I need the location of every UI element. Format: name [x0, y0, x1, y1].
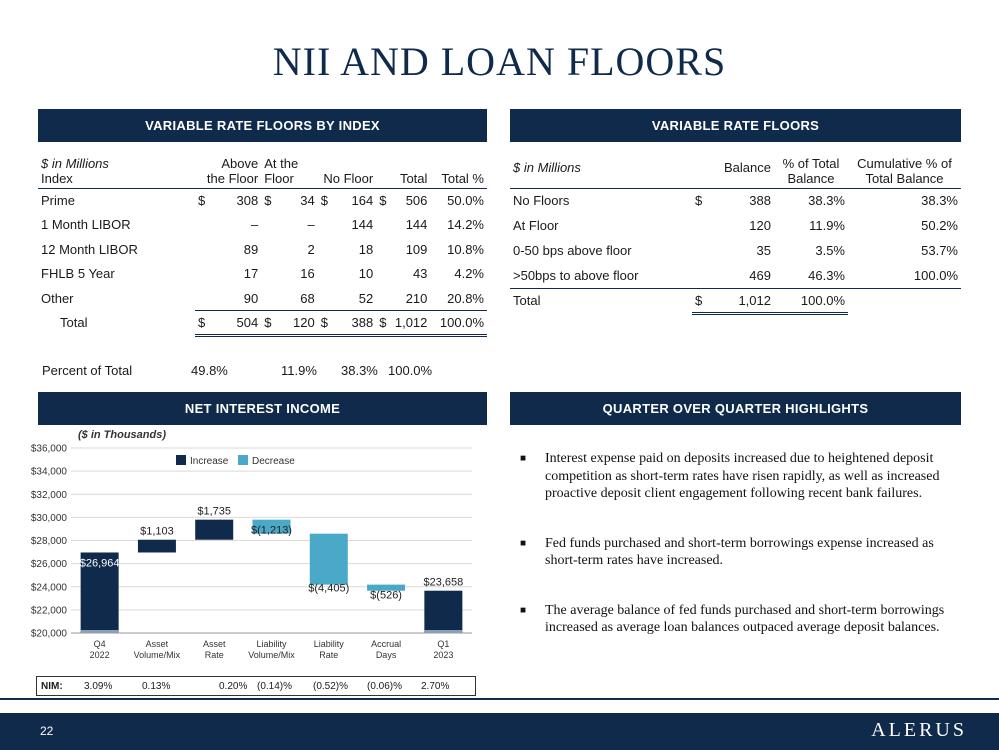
cell-above: 17: [243, 266, 259, 282]
y-tick-label: $30,000: [30, 512, 67, 524]
nim-value: 0.13%: [142, 681, 171, 692]
pct-balance-header: [774, 150, 848, 188]
cell-at-sym: $: [261, 311, 276, 336]
waterfall-bar: [138, 540, 176, 553]
cell-above: 308: [236, 193, 259, 208]
data-label: $23,658: [423, 576, 464, 589]
cell-no: 144: [351, 217, 374, 233]
table-row: [38, 286, 487, 311]
cell-at-sym: $: [264, 193, 272, 208]
cell-no-sym: [318, 262, 334, 287]
y-tick-label: $24,000: [30, 582, 67, 594]
percent-total: 100.0%: [388, 363, 433, 378]
cell-label: >50bps to above floor: [513, 267, 639, 283]
cell-at: 16: [300, 266, 315, 282]
cell-at: 120: [276, 311, 318, 336]
cell-at-sym: [261, 286, 276, 311]
data-label: $1,735: [197, 505, 232, 518]
nim-value: 3.09%: [84, 681, 113, 692]
cell-cum: 50.2%: [921, 218, 958, 233]
table-row: [510, 263, 961, 288]
cell-at: –: [307, 217, 315, 233]
cell-total: 109: [405, 241, 428, 257]
highlight-item: [520, 602, 960, 637]
cell-sym: [692, 238, 708, 263]
table-row: [510, 238, 961, 263]
table-row: [38, 237, 487, 262]
table-row: [510, 213, 961, 238]
cell-no: 388: [333, 311, 376, 336]
cell-above: 90: [243, 290, 259, 306]
cell-cum: 100.0%: [913, 267, 958, 283]
nim-value: (0.52)%: [313, 681, 349, 692]
cell-at: 34: [300, 193, 315, 208]
page-number: 22: [40, 724, 54, 738]
cell-index: Total: [60, 315, 88, 331]
x-tick-label: Accrual: [371, 639, 402, 649]
cell-no-sym: [318, 286, 334, 311]
x-tick-label: Days: [375, 650, 397, 660]
data-label: $(4,405): [308, 582, 350, 595]
cell-balance: 388: [749, 193, 771, 209]
y-tick-label: $20,000: [30, 628, 67, 640]
y-tick-label: $36,000: [30, 443, 67, 455]
cell-index: Other: [41, 290, 74, 306]
percent-of-total-label: Percent of Total: [42, 363, 133, 378]
data-label: $1,103: [140, 525, 174, 538]
cell-pct: 10.8%: [447, 241, 484, 257]
cell-label: No Floors: [513, 193, 570, 209]
above-header-line2: the Floor: [206, 170, 259, 186]
cell-pct: 100.0%: [430, 311, 487, 336]
net-interest-income-banner: NET INTEREST INCOME: [38, 392, 487, 425]
nim-value: (0.14)%: [257, 681, 293, 692]
cum-header-line1: Cumulative % of: [857, 155, 952, 171]
nii-waterfall-chart: [30, 440, 476, 672]
table-row: [38, 213, 487, 238]
cell-above-sym: $: [195, 311, 209, 336]
highlights-list: [520, 450, 960, 669]
table-row: [38, 188, 487, 213]
cell-label: At Floor: [513, 218, 559, 233]
x-tick-label: 2022: [89, 650, 110, 660]
waterfall-bar: [195, 520, 233, 540]
cell-cum: [848, 288, 961, 313]
percent-no: 38.3%: [341, 363, 378, 378]
cell-balance: 1,012: [708, 288, 774, 313]
cell-tot-sym: [376, 237, 390, 262]
slide-title: NII AND LOAN FLOORS: [272, 39, 727, 84]
pct-header-line2: Balance: [787, 170, 835, 186]
cell-index: FHLB 5 Year: [41, 266, 115, 282]
above-floor-header: [195, 150, 261, 188]
cumulative-header: [848, 150, 961, 188]
cell-total: 43: [412, 266, 428, 282]
index-column-header: [38, 150, 195, 188]
legend-label: Decrease: [252, 456, 295, 467]
cell-no-sym: $: [318, 311, 334, 336]
x-tick-label: Liability: [313, 639, 344, 649]
cell-no: 18: [358, 241, 374, 257]
total-header: Total: [376, 150, 430, 188]
waterfall-bar: [424, 591, 462, 633]
cell-cum: 53.7%: [921, 243, 958, 258]
x-tick-label: Liability: [256, 639, 287, 649]
index-header: Index: [41, 170, 73, 186]
highlight-text: Interest expense paid on deposits increased due to heightened deposit competition as short-term rates have risen rapidly, as well as increased proactive deposit client engagement following recent bank failures.: [545, 451, 940, 501]
cell-total: 210: [405, 290, 428, 306]
cell-no: 164: [351, 193, 374, 208]
percent-above: 49.8%: [191, 363, 228, 378]
cell-tot-sym: $: [376, 311, 390, 336]
cell-above-sym: [195, 237, 209, 262]
cell-tot-sym: $: [379, 193, 387, 208]
nim-label: NIM:: [41, 681, 63, 692]
x-tick-label: Q4: [93, 639, 106, 649]
legend-swatch: [238, 455, 248, 465]
x-tick-label: Rate: [204, 650, 224, 660]
x-tick-label: 2023: [433, 650, 454, 660]
units-label: $ in Millions: [41, 155, 109, 171]
cell-pct: 11.9%: [809, 218, 845, 233]
percent-at: 11.9%: [281, 363, 317, 378]
cell-pct: 14.2%: [447, 217, 484, 233]
data-label: $26,964: [79, 557, 120, 570]
cell-pct: 50.0%: [447, 193, 484, 208]
table-header-row: [510, 150, 961, 188]
legend-swatch: [176, 455, 186, 465]
variable-rate-floors-banner: VARIABLE RATE FLOORS: [510, 109, 961, 142]
cell-at-sym: [261, 213, 276, 238]
cell-at: 68: [300, 290, 315, 306]
table-row: [38, 262, 487, 287]
cell-pct: 100.0%: [774, 288, 848, 313]
cell-no-sym: $: [320, 193, 328, 208]
cell-at: 2: [307, 241, 315, 257]
no-floor-header: No Floor: [318, 150, 376, 188]
balance-header: Balance: [692, 150, 774, 188]
cell-no-sym: [318, 213, 334, 238]
cell-sym: $: [692, 288, 708, 313]
x-tick-label: Asset: [202, 639, 226, 649]
cell-balance: 120: [749, 218, 771, 233]
total-row: [510, 288, 961, 313]
bullet-icon: ■: [520, 537, 527, 549]
cell-above-sym: [195, 213, 209, 238]
nim-value: (0.06)%: [367, 681, 403, 692]
table-header-row: [38, 150, 487, 188]
nim-value: 0.20%: [219, 681, 248, 692]
cell-no: 10: [358, 266, 374, 282]
cell-above: –: [250, 217, 259, 233]
cell-above-sym: [195, 262, 209, 287]
cell-tot-sym: [376, 262, 390, 287]
waterfall-bar: [310, 534, 348, 585]
y-tick-label: $28,000: [30, 536, 67, 547]
cell-total: 506: [405, 193, 428, 208]
cell-above: 504: [209, 311, 261, 336]
cell-at-sym: [261, 237, 276, 262]
data-label: $(526): [370, 589, 402, 602]
pct-header-line1: % of Total: [782, 155, 840, 171]
units-label: $ in Millions: [510, 150, 692, 188]
chart-units-label: ($ in Thousands): [78, 429, 166, 441]
cell-cum: 38.3%: [921, 193, 958, 209]
x-tick-label: Rate: [319, 650, 339, 660]
cell-pct: 4.2%: [454, 266, 484, 282]
total-row: [38, 311, 487, 336]
x-tick-label: Volume/Mix: [133, 650, 181, 660]
cell-tot-sym: [376, 213, 390, 238]
variable-rate-floors-table: [510, 150, 961, 315]
footer-rule: [0, 698, 999, 700]
x-tick-label: Q1: [437, 639, 450, 649]
cell-sym: $: [695, 193, 703, 209]
y-tick-label: $32,000: [30, 489, 67, 501]
highlight-item: [520, 450, 960, 503]
cell-label: Total: [510, 288, 692, 313]
cell-no: 52: [358, 290, 374, 306]
x-tick-label: Asset: [145, 639, 169, 649]
cell-total: 144: [405, 217, 428, 233]
cell-no-sym: [318, 237, 334, 262]
nim-value: 2.70%: [421, 681, 450, 692]
cell-index: 1 Month LIBOR: [41, 217, 131, 233]
cell-pct: 3.5%: [815, 243, 845, 258]
data-label: $(1,213): [251, 524, 292, 537]
bar-base: [424, 630, 462, 633]
cell-pct: 46.3%: [808, 267, 845, 283]
cell-total: 1,012: [390, 311, 430, 336]
nim-row: [36, 676, 476, 696]
bullet-icon: ■: [520, 604, 527, 616]
bullet-icon: ■: [520, 453, 527, 464]
cell-above: 89: [243, 241, 259, 257]
cell-balance: 35: [756, 243, 771, 258]
cell-index: 12 Month LIBOR: [41, 241, 138, 257]
cell-above-sym: [195, 286, 209, 311]
cell-sym: [692, 213, 708, 238]
cell-pct: 38.3%: [808, 193, 845, 209]
table-row: [510, 188, 961, 213]
total-pct-header: Total %: [430, 150, 487, 188]
at-header-line2: Floor: [264, 170, 294, 186]
cell-balance: 469: [749, 267, 771, 283]
at-header-line1: At the: [264, 155, 299, 171]
highlight-text: Fed funds purchased and short-term borrowings expense increased as short-term rates have increased.: [545, 535, 934, 568]
cell-at-sym: [261, 262, 276, 287]
y-tick-label: $34,000: [30, 466, 67, 478]
footer-bar: [0, 713, 999, 750]
floors-by-index-table: [38, 150, 487, 337]
y-tick-label: $26,000: [30, 559, 67, 571]
legend-label: Increase: [190, 456, 229, 467]
highlight-item: [520, 535, 960, 570]
above-header-line1: Above: [221, 155, 259, 171]
y-tick-label: $22,000: [30, 605, 67, 617]
cell-tot-sym: [376, 286, 390, 311]
bar-base: [81, 630, 119, 633]
cell-sym: [692, 263, 708, 288]
alerus-logo: ALERUS: [871, 719, 967, 741]
x-tick-label: Volume/Mix: [248, 650, 295, 660]
cell-pct: 20.8%: [447, 290, 484, 306]
floors-by-index-banner: VARIABLE RATE FLOORS BY INDEX: [38, 109, 487, 142]
cell-label: 0-50 bps above floor: [513, 243, 632, 258]
at-floor-header: [261, 150, 318, 188]
highlights-banner: QUARTER OVER QUARTER HIGHLIGHTS: [510, 392, 961, 425]
cell-index: Prime: [41, 193, 75, 208]
cell-above-sym: $: [198, 193, 206, 208]
highlight-text: The average balance of fed funds purchased and short-term borrowings increased as average loan balances outpaced average deposit balances.: [545, 602, 945, 635]
cum-header-line2: Total Balance: [865, 170, 944, 186]
